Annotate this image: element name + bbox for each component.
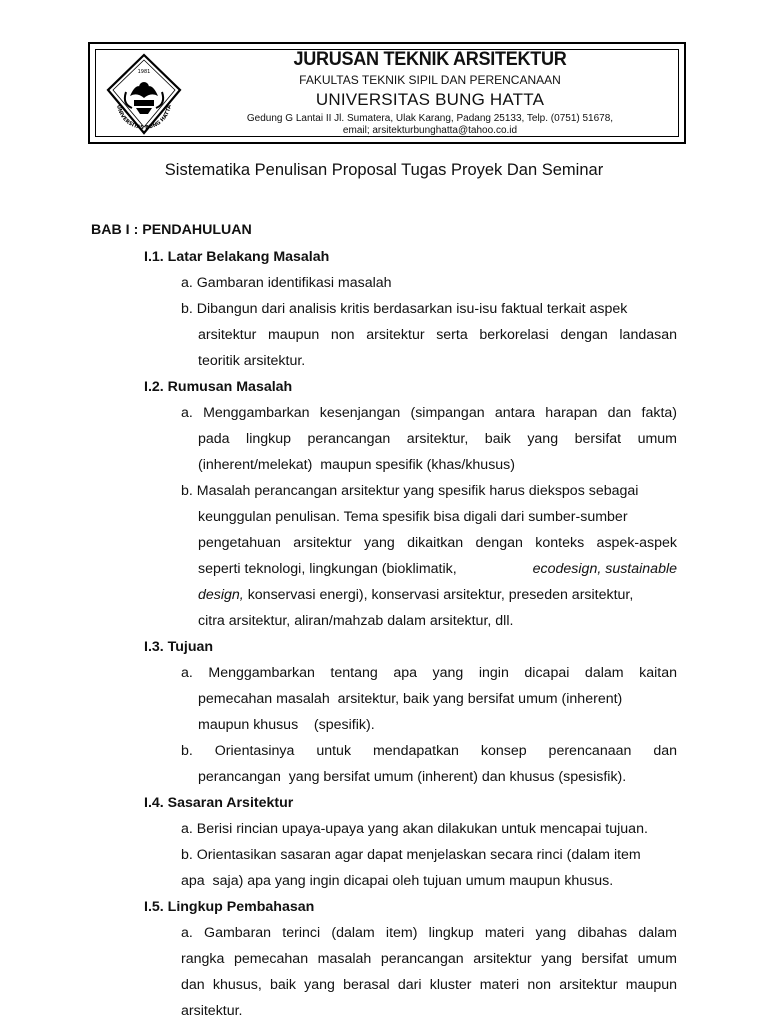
chapter-heading: BAB I : PENDAHULUAN	[91, 222, 252, 238]
section-heading: I.4. Sasaran Arsitektur	[144, 795, 294, 811]
list-item-continuation: arsitektur.	[181, 1003, 243, 1019]
list-item: a. Menggambarkan tentang apa yang ingin dicapai dalam kaitan	[181, 665, 677, 681]
university-name: UNIVERSITAS BUNG HATTA	[315, 90, 545, 109]
list-item-continuation: maupun khusus (spesifik).	[198, 717, 375, 733]
list-item-continuation: pemecahan masalah arsitektur, baik yang bersifat umum (inherent)	[198, 691, 623, 707]
list-item: a. Gambaran terinci (dalam item) lingkup materi yang dibahas dalam	[181, 925, 677, 941]
logo-year: 1981	[137, 69, 151, 75]
list-item-continuation: teoritik arsitektur.	[198, 353, 306, 369]
list-item-continuation: pengetahuan arsitektur yang dikaitkan dengan konteks aspek-aspek	[198, 535, 677, 551]
list-item-continuation: arsitektur maupun non arsitektur serta berkorelasi dengan landasan	[198, 327, 677, 343]
list-item: b. Dibangun dari analisis kritis berdasarkan isu-isu faktual terkait aspek	[181, 301, 628, 317]
list-item-continuation: perancangan yang bersifat umum (inherent) dan khusus (spesisfik).	[198, 769, 627, 785]
list-item: a. Menggambarkan kesenjangan (simpangan antara harapan dan fakta)	[181, 405, 677, 421]
list-item-continuation: pada lingkup perancangan arsitektur, baik yang bersifat umum	[198, 431, 677, 447]
address-line: Gedung G Lantai II Jl. Sumatera, Ulak Karang, Padang 25133, Telp. (0751) 51678,	[246, 113, 614, 124]
list-item: b. Masalah perancangan arsitektur yang spesifik harus diekspos sebagai	[181, 483, 639, 499]
logo-arc-text: UNIVERSITAS BUNG HATTA	[115, 104, 173, 132]
university-logo-icon	[104, 52, 184, 136]
text-fragment: seperti teknologi, lingkungan (bioklimatik,	[198, 561, 457, 577]
email-line: email; arsitekturbunghatta@tahoo.co.id	[342, 125, 518, 136]
section-heading: I.5. Lingkup Pembahasan	[144, 899, 315, 915]
section-heading: I.3. Tujuan	[144, 639, 214, 655]
italic-term: ecodesign, sustainable	[532, 561, 677, 577]
list-item: a. Gambaran identifikasi masalah	[181, 275, 392, 291]
italic-term: design,	[198, 587, 244, 603]
list-item-continuation: dan khusus, baik yang berasal dari kluster materi non arsitektur maupun	[181, 977, 677, 993]
list-item: b. Orientasinya untuk mendapatkan konsep perencanaan dan	[181, 743, 677, 759]
list-item-continuation: keunggulan penulisan. Tema spesifik bisa digali dari sumber-sumber	[198, 509, 628, 525]
text-fragment: konservasi energi), konservasi arsitektur, preseden arsitektur,	[247, 587, 634, 603]
list-item-continuation: citra arsitektur, aliran/mahzab dalam arsitektur, dll.	[198, 613, 514, 629]
list-item-continuation: rangka pemecahan masalah perancangan arsitektur yang bersifat umum	[181, 951, 677, 967]
document-title: Sistematika Penulisan Proposal Tugas Proyek Dan Seminar	[164, 161, 604, 179]
list-item: a. Berisi rincian upaya-upaya yang akan dilakukan untuk mencapai tujuan.	[181, 821, 648, 837]
list-item-continuation	[198, 586, 633, 604]
department-name: JURUSAN TEKNIK ARSITEKTUR	[293, 49, 567, 70]
list-item-continuation: apa saja) apa yang ingin dicapai oleh tujuan umum maupun khusus.	[181, 873, 614, 889]
list-item-continuation	[198, 560, 677, 578]
list-item: b. Orientasikan sasaran agar dapat menjelaskan secara rinci (dalam item	[181, 847, 641, 863]
faculty-name: FAKULTAS TEKNIK SIPIL DAN PERENCANAAN	[299, 73, 561, 87]
section-heading: I.1. Latar Belakang Masalah	[144, 249, 330, 265]
section-heading: I.2. Rumusan Masalah	[144, 379, 293, 395]
list-item-continuation: (inherent/melekat) maupun spesifik (khas/khusus)	[198, 457, 515, 473]
